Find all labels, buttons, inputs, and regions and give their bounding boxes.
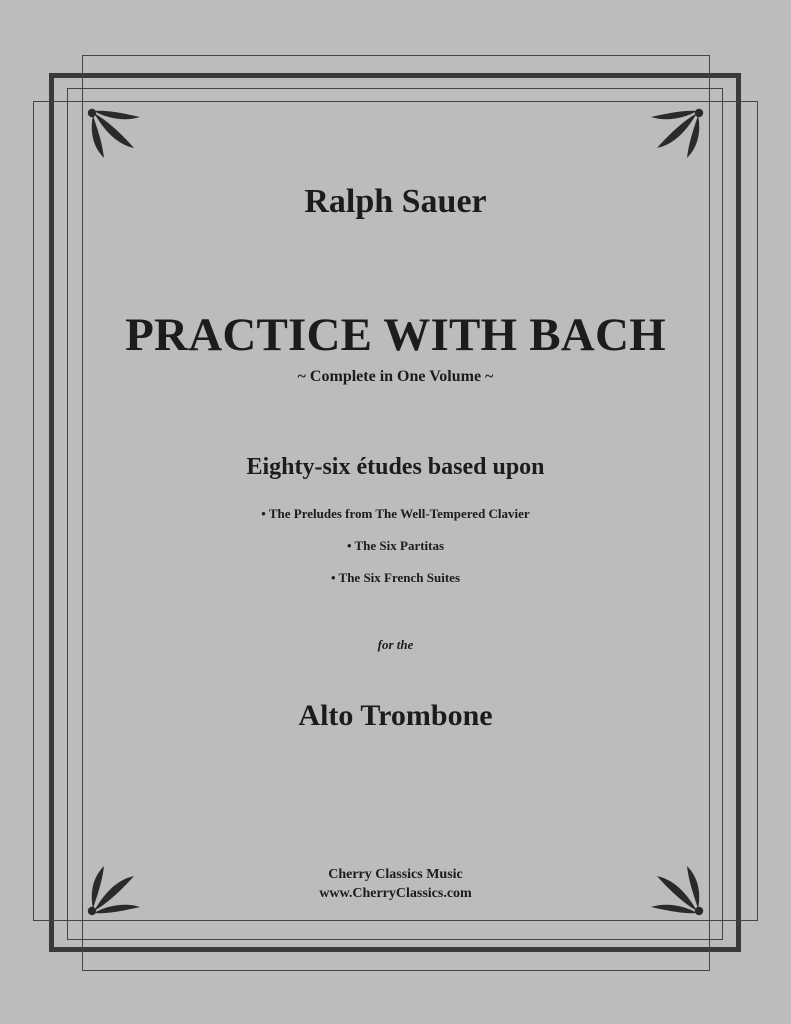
source-item-preludes: • The Preludes from The Well-Tempered Clavier [261, 506, 530, 521]
publisher-name: Cherry Classics Music [328, 867, 463, 882]
source-item-french-suites: • The Six French Suites [330, 570, 461, 585]
contents-intro: Eighty-six études based upon [246, 454, 545, 480]
leaf-spray-ornament-icon [645, 100, 707, 162]
leaf-spray-ornament-icon [84, 100, 146, 162]
author-name: Ralph Sauer [304, 183, 487, 220]
book-subtitle: ~ Complete in One Volume ~ [297, 368, 494, 385]
book-title: PRACTICE WITH BACH [125, 309, 666, 361]
source-item-partitas: • The Six Partitas [346, 538, 445, 553]
publisher-website: www.CherryClassics.com [319, 886, 472, 901]
for-the-label: for the [377, 637, 414, 652]
instrument-name: Alto Trombone [298, 699, 493, 732]
